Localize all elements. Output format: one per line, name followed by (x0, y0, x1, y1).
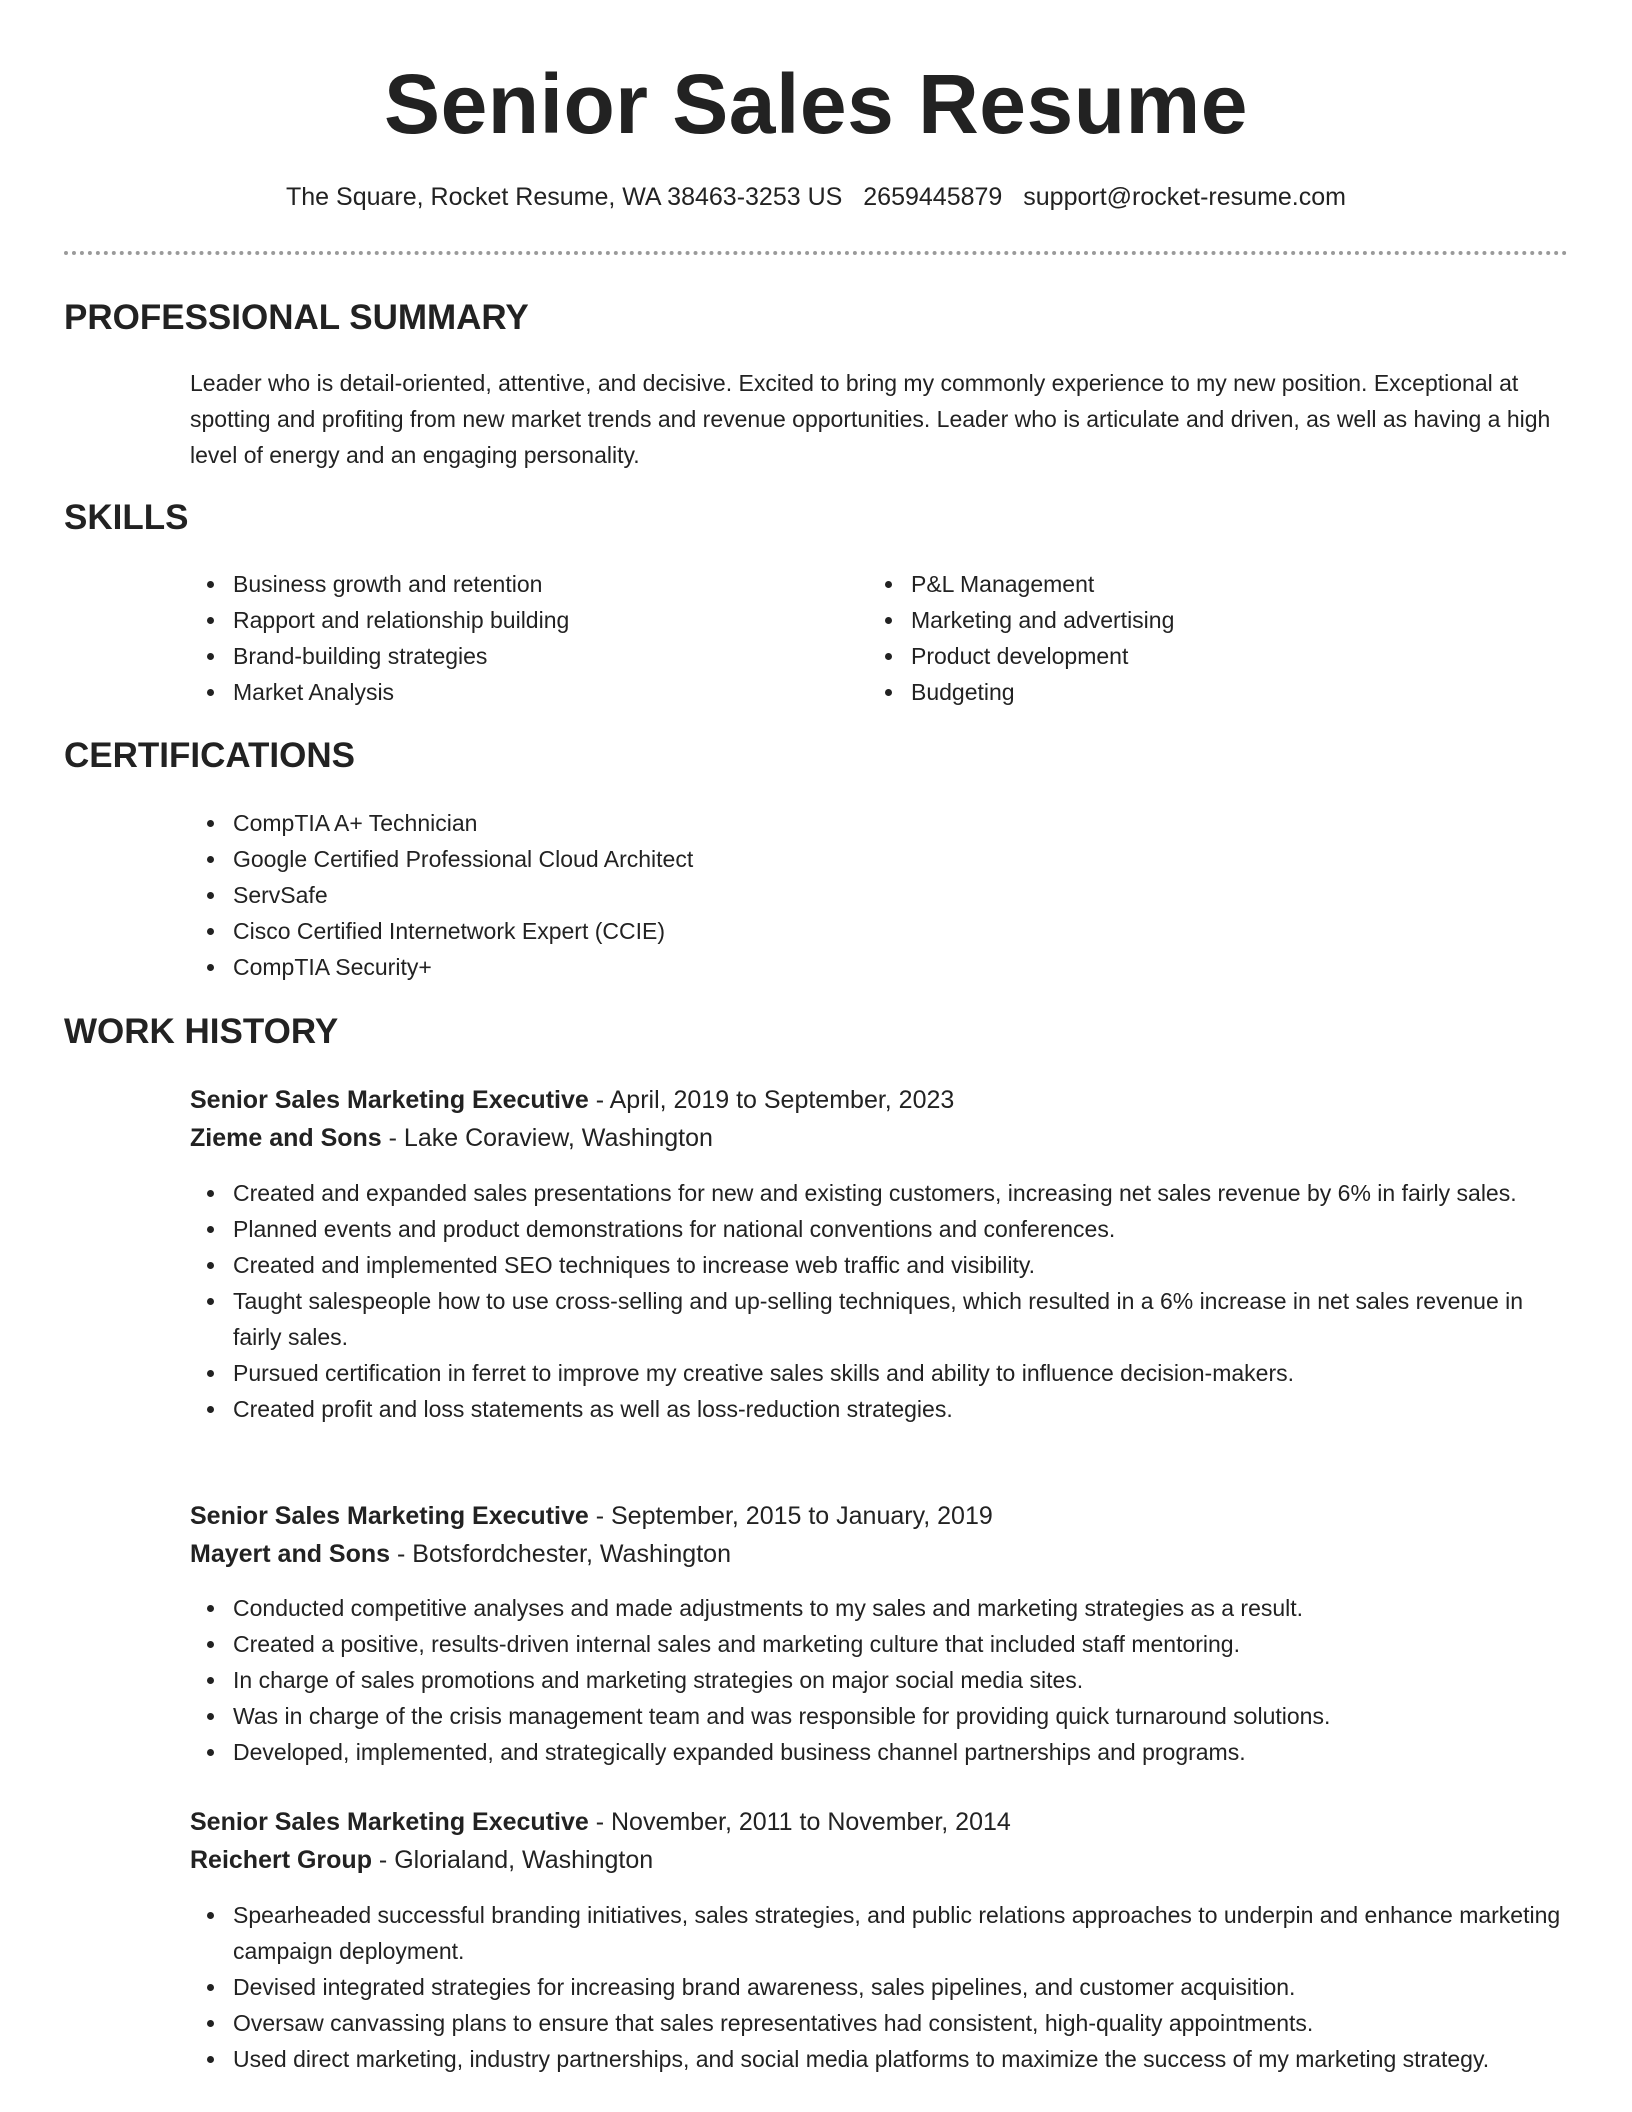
list-item: Google Certified Professional Cloud Architect (190, 841, 1390, 877)
list-item: Marketing and advertising (868, 602, 1468, 638)
job-company-line (190, 1119, 713, 1157)
list-item: ServSafe (190, 877, 1390, 913)
job-location: - Botsfordchester, Washington (390, 1540, 731, 1568)
skills-list-left (190, 566, 790, 710)
list-item: Business growth and retention (190, 566, 790, 602)
list-item: Taught salespeople how to use cross-selling and up-selling techniques, which resulted in a 6% increase in net sales revenue in fairly sales. (190, 1283, 1570, 1355)
list-item: In charge of sales promotions and marketing strategies on major social media sites. (190, 1662, 1570, 1698)
list-item: Created profit and loss statements as well as loss-reduction strategies. (190, 1391, 1570, 1427)
job-role: Senior Sales Marketing Executive (190, 1086, 589, 1114)
list-item: Devised integrated strategies for increasing brand awareness, sales pipelines, and customer acquisition. (190, 1969, 1570, 2005)
list-item: Oversaw canvassing plans to ensure that sales representatives had consistent, high-quality appointments. (190, 2005, 1570, 2041)
list-item: Budgeting (868, 674, 1468, 710)
list-item: Created a positive, results-driven internal sales and marketing culture that included staff mentoring. (190, 1626, 1570, 1662)
list-item: Product development (868, 638, 1468, 674)
job-bullets (190, 1590, 1570, 1770)
job-company: Mayert and Sons (190, 1540, 391, 1568)
job-dates: - November, 2011 to November, 2014 (588, 1808, 1011, 1836)
contact-phone: 2659445879 (863, 183, 1003, 211)
list-item: Cisco Certified Internetwork Expert (CCIE) (190, 913, 1390, 949)
job-company-line (190, 1535, 731, 1573)
summary-text: Leader who is detail-oriented, attentive, and decisive. Excited to bring my commonly experience to my new position. Exceptional at spotting and profiting from new market trends and revenue opportunities. Leader who is articulate and driven, as well as having a high level of energy and an engaging personality. (190, 370, 1551, 468)
list-item: CompTIA A+ Technician (190, 805, 1390, 841)
job-role: Senior Sales Marketing Executive (190, 1808, 589, 1836)
job-company-line (190, 1841, 653, 1879)
contact-email: support@rocket-resume.com (1023, 183, 1346, 211)
job-title-line (190, 1497, 993, 1535)
job-dates: - April, 2019 to September, 2023 (588, 1086, 955, 1114)
job-title-line (190, 1803, 1011, 1841)
job-location: - Glorialand, Washington (371, 1846, 654, 1874)
contact-address: The Square, Rocket Resume, WA 38463-3253 US (286, 183, 843, 211)
list-item: Used direct marketing, industry partnerships, and social media platforms to maximize the success of my marketing strategy. (190, 2041, 1570, 2077)
job-location: - Lake Coraview, Washington (381, 1124, 713, 1152)
list-item: P&L Management (868, 566, 1468, 602)
header-divider (64, 251, 1568, 255)
job-company: Zieme and Sons (190, 1124, 382, 1152)
job-title-line (190, 1081, 954, 1119)
list-item: Developed, implemented, and strategically expanded business channel partnerships and programs. (190, 1734, 1570, 1770)
section-title-skills: SKILLS (64, 498, 189, 537)
certifications-list (190, 805, 1390, 985)
list-item: Created and implemented SEO techniques to increase web traffic and visibility. (190, 1247, 1570, 1283)
list-item: Rapport and relationship building (190, 602, 790, 638)
section-title-summary: PROFESSIONAL SUMMARY (64, 298, 529, 337)
list-item: Market Analysis (190, 674, 790, 710)
job-company: Reichert Group (190, 1846, 372, 1874)
list-item: CompTIA Security+ (190, 949, 1390, 985)
job-bullets (190, 1897, 1570, 2077)
section-title-work-history: WORK HISTORY (64, 1012, 339, 1051)
list-item: Was in charge of the crisis management team and was responsible for providing quick turnaround solutions. (190, 1698, 1570, 1734)
job-dates: - September, 2015 to January, 2019 (588, 1502, 993, 1530)
list-item: Planned events and product demonstrations for national conventions and conferences. (190, 1211, 1570, 1247)
resume-title: Senior Sales Resume (384, 57, 1248, 151)
list-item: Conducted competitive analyses and made adjustments to my sales and marketing strategies as a result. (190, 1590, 1570, 1626)
list-item: Spearheaded successful branding initiatives, sales strategies, and public relations approaches to underpin and enhance marketing campaign deployment. (190, 1897, 1570, 1969)
list-item: Pursued certification in ferret to improve my creative sales skills and ability to influence decision-makers. (190, 1355, 1570, 1391)
skills-list-right (868, 566, 1468, 710)
section-title-certifications: CERTIFICATIONS (64, 736, 356, 775)
job-role: Senior Sales Marketing Executive (190, 1502, 589, 1530)
job-bullets (190, 1175, 1570, 1427)
list-item: Created and expanded sales presentations for new and existing customers, increasing net sales revenue by 6% in fairly sales. (190, 1175, 1570, 1211)
list-item: Brand-building strategies (190, 638, 790, 674)
contact-line (0, 183, 1632, 212)
